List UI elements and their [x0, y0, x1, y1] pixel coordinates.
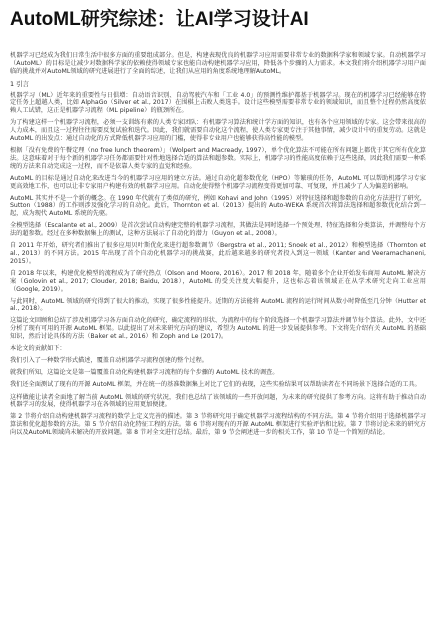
- paragraph: 自 2018 年以来，构建优化模型的流程成为了研究热点（Olson and Moore, 2016）。2017 和 2018 年，随着多个企业开始发布商用 AutoML 解决方案（Golovin et al., 2017; Clouder, 2018; Baidu, 2018），AutoML 的受关注度大幅提升，这也标志着该领域正在从学术研究走向工业应用（Google, 2019）。: [10, 269, 426, 293]
- paragraph: 全模型选择（Escalante et al., 2009）是首次尝试自动构建完整的机器学习流程，其做法是同时选择一个预处理、特征选择和分类算法，并调整每个方法的超参数。经过在多种数据集上的测试，这种方法展示了自动化的潜力（Guyon et al., 2008）。: [10, 222, 426, 238]
- paragraph: 机器学习（ML）近年来的重要性与日俱增：自动语音识别、自动驾驶汽车和「工业 4.0」的预测性维护都基于机器学习。现在的机器学习已经能够在特定任务上超越人类，比如 AlphaGo（Silver et al., 2017）在围棋上击败人类选手。设计这些模型需要非常专业的领域知识，而且整个过程仍然高度依赖人工试错，这正是机器学习流程（ML pipeline）的瓶颈所在。: [10, 91, 426, 115]
- paragraph: 第 2 节将介绍自动构建机器学习流程的数学上定义完善的描述。第 3 节将研究用于确定机器学习流程结构的不同方法。第 4 节将介绍用于选择机器学习算法和优化超参数的方法。第 5 节介绍自动化特征工程的方法。第 6 节将对现有的开源 AutoML 框架进行实验评估和比较。第 7 节将讨论未来的研究方向以及AutoML领域尚未解决的开放问题。第 8 节对全文进行总结。最后，第 9 节会阐述进一步的相关工作，第 10 节是一个简短的结论。: [10, 413, 426, 437]
- paragraph: 就我们所知，这篇论文是第一篇覆盖自动化构建机器学习流程的每个步骤的 AutoML 技术的调查。: [10, 369, 279, 377]
- paragraph: 本论文的贡献如下：: [10, 345, 66, 353]
- document-title: AutoML研究综述：让AI学习设计AI: [10, 9, 309, 30]
- paragraph: 我们引入了一种数学形式描述，覆盖自动机器学习流程创建的整个过程。: [10, 357, 208, 365]
- section-heading: 1 引言: [10, 79, 29, 88]
- paragraph: 机器学习已经成为我们日常生活中很多方面的重要组成部分。但是，构建表现优良的机器学习应用需要非常专业的数据科学家和领域专家。自动机器学习（AutoML）的目标是让减少对数据科学家的依赖使得领域专家也能自动构建机器学习应用，降低各个步骤的人力需求。本文我们将介绍机器学习用户面临的挑战并对AutoML领域的研究进展进行了全面的综述，让我们从应用的角度系统地理解AutoML。: [10, 52, 426, 75]
- paragraph: 根据「没有免费的午餐定理（no free lunch theorem）」（Wolpert and Macready, 1997），单个优化算法不可能在所有问题上都优于其它所有优化算法。这意味着对于每个新的机器学习任务都需要针对性地选择合适的算法和超参数。实际上，机器学习的性能高度依赖于这些选择，因此我们需要一种系统的方法来自动完成这一过程，而不是依靠人类专家的直觉和经验。: [10, 147, 426, 170]
- paragraph: 自 2011 年开始，研究者们推出了很多应用贝叶斯优化来进行超参数调节（Bergstra et al., 2011; Snoek et al., 2012）和模型选择（Thornton et al., 2013）的不同方法。2015 年出现了首个自动化机器学习的挑战赛，此后越来越多的研究者投入到这一领域（Kanter and Veeramachaneni, 2015）。: [10, 242, 426, 265]
- paragraph: 这篇论文回顾和总结了涉及机器学习各方面自动化的研究，确定流程的形状、为流程中的每个阶段选择一个机器学习算法并调节每个算法。此外，文中还分析了现有可用的开源 AutoML 框架。以此提出了对未来研究方向的建议，希望为 AutoML 的进一步发展提供参考。下文将先介绍有关 AutoML 的基础知识，然后讨论具体的方法（Baker et al., 2016）和 Zoph and Le (2017)。: [10, 317, 426, 341]
- paragraph: 这样做能让读者全面地了解当前 AutoML 领域的研究状况，我们也总结了该领域的一些开放问题，为未来的研究提供了参考方向。这将有助于推动自动机器学习的发展，使得机器学习在各领域的应用更加便捷。: [10, 393, 426, 409]
- paragraph: 与此同时，AutoML 领域的研究得到了很大的推动，实现了很多性能提升。近期的方法能将 AutoML 流程的运行时间从数小时降低至几分钟（Hutter et al., 2018）。: [10, 297, 426, 313]
- document-body: [10, 52, 426, 437]
- paragraph: 为了构建这样一个机器学习流程，必须一支训练有素的人类专家团队：有机器学习算法和统计学方面的知识，也有各个应用领域的专家。这会带来很高的人力成本，而且这一过程往往需要反复试验和迭代。因此，我们就需要自动化这个流程，使人类专家更专注于其他事情，减少设计中的重复劳动。这就是 AutoML 的出发点：通过自动化的方式降低机器学习应用的门槛，使得非专业用户也能够获得高性能的模型。: [10, 119, 426, 142]
- paragraph: AutoML 其实并不是一个新的概念。在 1990 年代就有了类似的研究，例如 Kohavi and John（1995）对特征选择和超参数的自动化方法进行了研究，Sutton（1988）的工作则涉及强化学习的自动化。此后，Thornton et al.（2013）提出的 Auto-WEKA 系统首次将算法选择和超参数优化结合到一起，成为现代 AutoML 系统的先驱。: [10, 194, 426, 218]
- paragraph: AutoML 的目标是通过自动化来改进当今的机器学习应用的建立方法。通过自动化超参数优化（HPO）等繁琐的任务，AutoML 可以帮助机器学习专家更高效地工作，也可以让非专家用户构建有效的机器学习应用。自动化使得整个机器学习流程变得更加可靠、可复现，并且减少了人为偏差的影响。: [10, 174, 426, 190]
- paragraph: 我们还全面测试了现有的开源 AutoML 框架，并在统一的基准数据集上对比了它们的表现，这些实验结果可以帮助读者在不同场景下选择合适的工具。: [10, 381, 421, 389]
